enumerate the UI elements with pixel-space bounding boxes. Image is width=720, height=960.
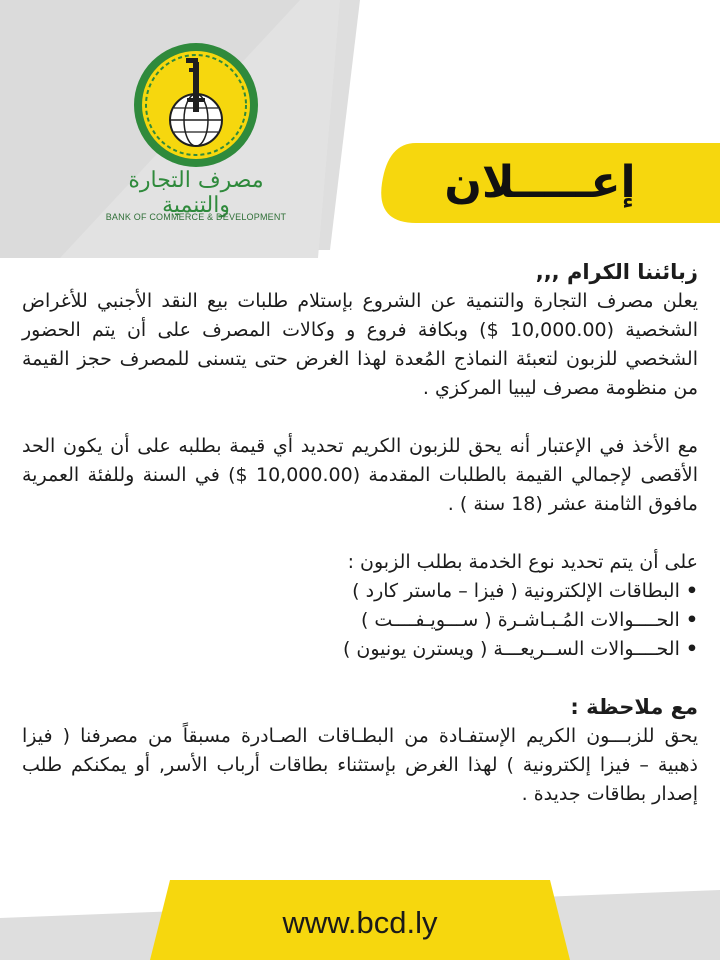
list-item: •الحــــوالات المُـبـاشـرة ( ســـويـفــــت ) <box>22 606 698 635</box>
announcement-title: إعـــــلان <box>444 157 636 208</box>
bank-emblem-icon <box>131 40 261 170</box>
paragraph-2: مع الأخذ في الإعتبار أنه يحق للزبون الكريم تحديد أي قيمة بطلبه على أن يكون الحد الأقصى لإجمالي القيمة بالطلبات المقدمة (10,000.00 $) في السنة وللفئة العمرية مافوق الثامنة عشر (18 سنة ) . <box>22 435 698 515</box>
bank-logo <box>96 40 296 240</box>
bullet-icon: • <box>685 580 698 602</box>
services-intro: على أن يتم تحديد نوع الخدمة بطلب الزبون : <box>347 551 698 573</box>
paragraph-1: يعلن مصرف التجارة والتنمية عن الشروع بإستلام طلبات بيع النقد الأجنبي للأغراض الشخصية (10,000.00 $) وبكافة فروع و وكالات المصرف على أن يتم الحضور الشخصي للزبون لتعبئة النماذج المُعدة لهذا الغرض حتى يتسنى للمصرف حجز القيمة من منظومة مصرف ليبيا المركزي . <box>22 290 698 399</box>
bullet-icon: • <box>685 638 698 660</box>
list-item: •الحــــوالات الســريعـــة ( ويسترن يونيون ) <box>22 635 698 664</box>
website-link[interactable]: www.bcd.ly <box>282 905 438 940</box>
bullet-icon: • <box>685 609 698 631</box>
greeting-heading: زبائننا الكرام ,,, <box>535 260 698 284</box>
note-text: يحق للزبـــون الكريم الإستفـادة من البطـاقات الصـادرة مسبقاً من مصرفنا ( فيزا ذهبية – فيزا إلكترونية ) لهذا الغرض بإستثناء بطاقات أرباب الأسر, أو يمكنكم طلب إصدار بطاقات جديدة . <box>22 725 698 805</box>
list-item: •البطاقات الإلكترونية ( فيزا – ماستر كارد ) <box>22 577 698 606</box>
note-heading: مع ملاحظة : <box>570 695 698 719</box>
bank-name-arabic: مصرف التجارة والتنمية <box>128 168 264 218</box>
services-list <box>22 577 698 664</box>
announcement-body <box>22 258 698 809</box>
bank-name-english: BANK OF COMMERCE & DEVELOPMENT <box>105 212 287 222</box>
